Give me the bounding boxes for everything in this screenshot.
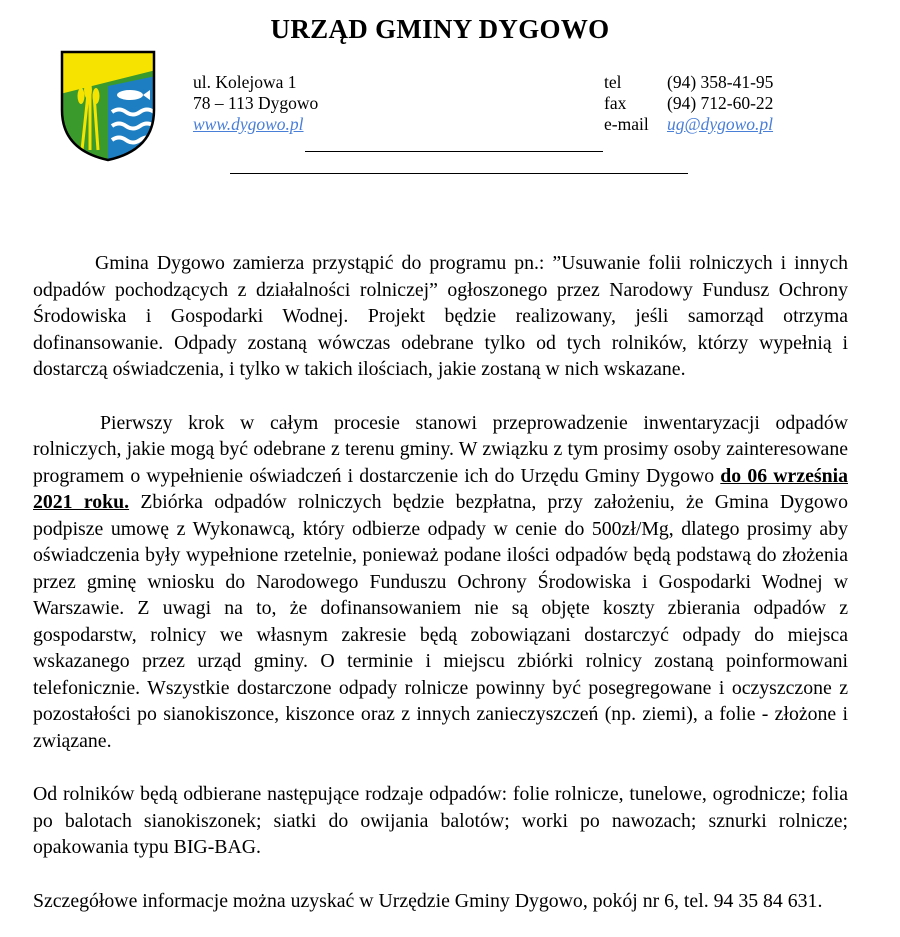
letter-body bbox=[33, 250, 848, 914]
contact-block bbox=[604, 72, 773, 135]
paragraph-contact-info: Szczegółowe informacje można uzyskać w Urzędzie Gminy Dygowo, pokój nr 6, tel. 94 35 84 631. bbox=[33, 889, 823, 912]
inventory-text-end: Zbiórka odpadów rolniczych będzie bezpłatna, przy założeniu, że Gmina Dygowo podpisze umowę z Wykonawcą, który odbierze odpady w cenie do 500zł/Mg, dlatego prosimy aby oświadczenia były wypełnione rzetelnie, ponieważ podane ilości odpadów będą podstawą do złożenia przez gminę wniosku do Narodowego Funduszu Ochrony Środowiska i Gospodarki Wodnej w Warszawie. Z uwagi na to, że dofinansowaniem nie są objęte koszty zbierania odpadów z gospodarstw, rolnicy we własnym zakresie będą zobowiązani dostarczyć odpady do miejsca wskazanego przez urząd gminy. O terminie i miejscu zbiórki rolnicy zostaną poinformowani telefonicznie. Wszystkie dostarczone odpady rolnicze powinny być posegregowane i oczyszczone z pozostałości po sianokiszonce, kiszonce oraz z innych zanieczyszczeń (np. ziemi), a folie - złożone i związane. bbox=[33, 491, 848, 752]
paragraph-inventory bbox=[33, 410, 848, 755]
coat-of-arms-icon bbox=[60, 50, 156, 162]
inventory-text-start: Pierwszy krok w całym procesie stanowi przeprowadzenie inwentaryzacji odpadów rolniczych, jakie mogą być odebrane z terenu gminy. W związku z tym prosimy osoby zainteresowane programem o wypełnienie oświadczeń i dostarczenie ich do Urzędu Gminy Dygowo bbox=[33, 411, 848, 487]
street-address: ul. Kolejowa 1 bbox=[193, 72, 297, 92]
tel-value: (94) 358-41-95 bbox=[667, 72, 774, 92]
header-divider-top bbox=[305, 151, 603, 152]
header-divider-bottom bbox=[230, 173, 688, 174]
paragraph-program-intro: Gmina Dygowo zamierza przystąpić do programu pn.: ”Usuwanie folii rolniczych i innych odpadów pochodzących z działalności rolniczej” ogłoszonego przez Narodowy Fundusz Ochrony Środowiska i Gospodarki Wodnej. Projekt będzie realizowany, jeśli samorząd otrzyma dofinansowanie. Odpady zostaną wówczas odebrane tylko od tych rolników, którzy wypełnią i dostarczą oświadczenia, i tylko w takich ilościach, jakie zostaną w nich wskazane. bbox=[33, 252, 848, 380]
postal-address: 78 – 113 Dygowo bbox=[193, 93, 319, 113]
website-link[interactable]: www.dygowo.pl bbox=[193, 114, 304, 134]
tel-label: tel bbox=[604, 72, 622, 92]
deadline-date: do 06 września 2021 roku. bbox=[33, 464, 848, 513]
fax-value: (94) 712-60-22 bbox=[667, 93, 774, 113]
email-label: e-mail bbox=[604, 114, 649, 134]
fax-label: fax bbox=[604, 93, 627, 113]
paragraph-waste-types: Od rolników będą odbierane następujące rodzaje odpadów: folie rolnicze, tunelowe, ogrodnicze; folia po balotach sianokiszonek; siatki do owijania balotów; worki po nawozach; sznurki rolnicze; opakowania typu BIG-BAG. bbox=[33, 783, 848, 858]
address-block bbox=[193, 72, 318, 135]
email-link[interactable]: ug@dygowo.pl bbox=[667, 114, 774, 134]
page-title: URZĄD GMINY DYGOWO bbox=[270, 14, 610, 44]
